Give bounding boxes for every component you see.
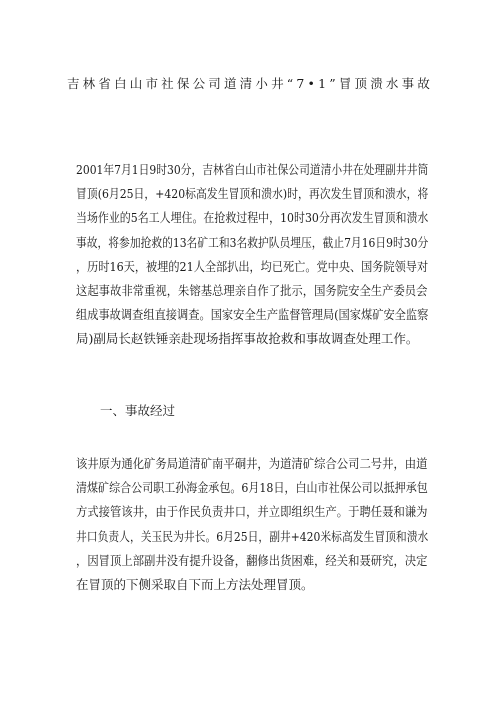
- paragraph-line: 局)副局长赵铁锤亲赴现场指挥事故抢救和事故调查处理工作。: [76, 331, 419, 347]
- paragraph-line: 当场作业的5名工人埋住。在抢救过程中，10时30分再次发生冒顶和溃水: [76, 210, 429, 226]
- paragraph-line: 该井原为通化矿务局道清矿南平硐井，为道清矿综合公司二号井，由道: [76, 456, 428, 471]
- paragraph-line: ，因冒顶上部副井没有提升设备，翻修出货困难，经关和聂研究，决定: [76, 552, 428, 568]
- paragraph-line: 组成事故调查组直接调查。国家安全生产监督管理局(国家煤矿安全监察: [76, 307, 429, 323]
- document-title: 吉林省白山市社保公司道清小井“7•1”冒顶溃水事故: [66, 76, 434, 91]
- paragraph-line: 2001年7月1日9时30分，吉林省白山市社保公司道清小井在处理副井井筒: [76, 162, 429, 177]
- paragraph-summary: [76, 158, 428, 352]
- paragraph-line: 井口负责人，关玉民为井长。6月25日，副井+420米标高发生冒顶和溃水: [76, 528, 429, 544]
- paragraph-line: 清煤矿综合公司职工孙海金承包。6月18日，白山市社保公司以抵押承包: [76, 480, 428, 496]
- paragraph-accident-process: [76, 452, 428, 597]
- paragraph-line: 方式接管该井，由于作民负责井口，并立即组织生产。于聘任聂和谦为: [76, 504, 428, 520]
- paragraph-line: 这起事故非常重视，朱镕基总理亲自作了批示，国务院安全生产委员会: [76, 283, 428, 299]
- paragraph-line: 冒顶(6月25日，+420标高发生冒顶和溃水)时，再次发生冒顶和溃水，将: [76, 186, 429, 202]
- paragraph-line: ，历时16天，被埋的21人全部扒出，均已死亡。党中央、国务院领导对: [76, 258, 429, 274]
- paragraph-line: 在冒顶的下侧采取自下而上方法处理冒顶。: [76, 577, 314, 593]
- section-heading: 一、事故经过: [100, 403, 176, 418]
- paragraph-line: 事故，将参加抢救的13名矿工和3名救护队员埋压，截止7月16日9时30分: [76, 234, 429, 250]
